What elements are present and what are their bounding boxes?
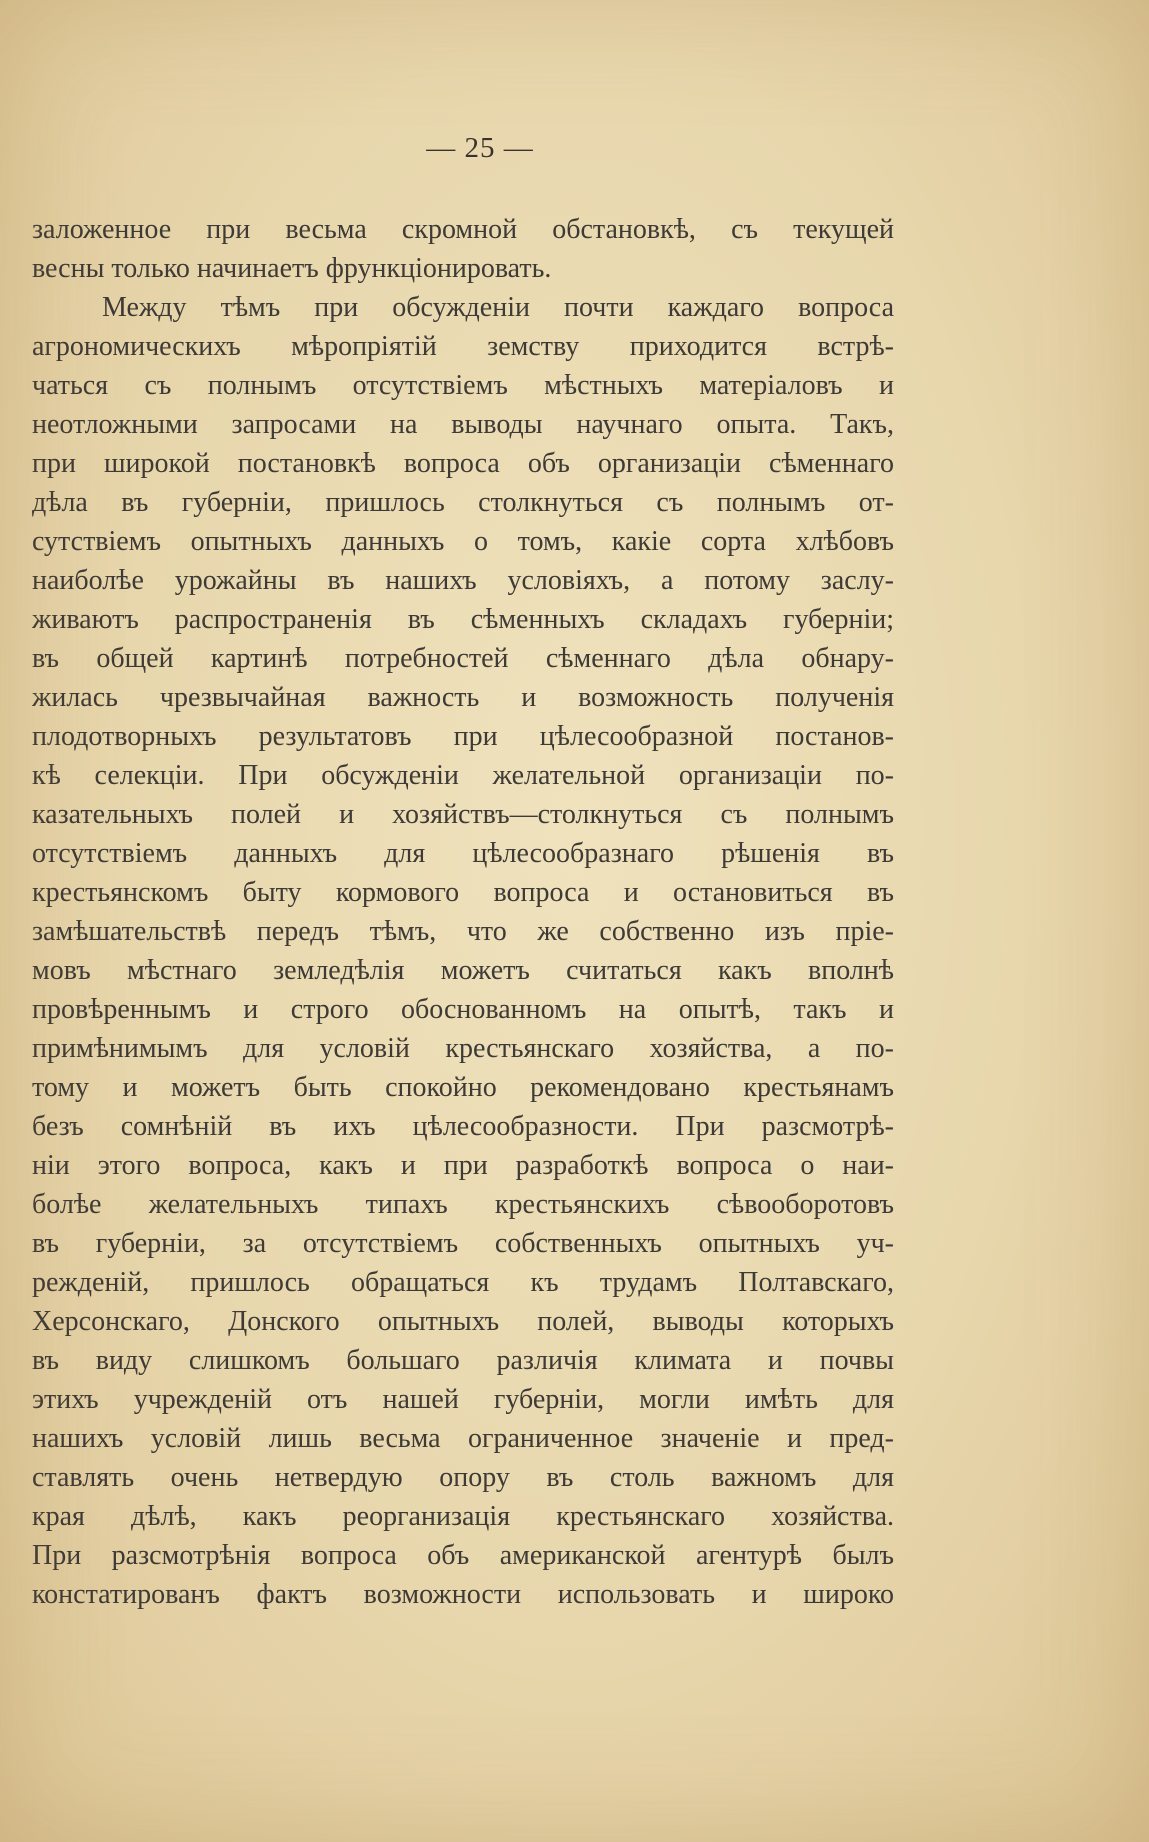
text-line: отсутствіемъ данныхъ для цѣлесообразнаго рѣшенія въ	[32, 838, 894, 869]
text-line: болѣе желательныхъ типахъ крестьянскихъ сѣвооборотовъ	[32, 1189, 894, 1220]
text-line: ніи этого вопроса, какъ и при разработкѣ вопроса о наи-	[32, 1150, 894, 1181]
text-line: кѣ селекціи. При обсужденіи желательной организаціи по-	[32, 760, 894, 791]
text-line: весны только начинаетъ фрункціонировать.	[32, 253, 552, 284]
text-line: казательныхъ полей и хозяйствъ—столкнуться съ полнымъ	[32, 799, 894, 830]
text-line: живаютъ распространенія въ сѣменныхъ складахъ губерніи;	[32, 604, 894, 635]
text-line: заложенное при весьма скромной обстановкѣ, съ текущей	[32, 214, 894, 245]
text-line: въ виду слишкомъ большаго различія климата и почвы	[32, 1345, 894, 1376]
text-line: чаться съ полнымъ отсутствіемъ мѣстныхъ матеріаловъ и	[32, 370, 894, 401]
text-line: неотложными запросами на выводы научнаго опыта. Такъ,	[32, 409, 894, 440]
body-text	[32, 210, 894, 1614]
text-line: режденій, пришлось обращаться къ трудамъ Полтавскаго,	[32, 1267, 894, 1298]
text-line: При разсмотрѣнія вопроса объ американской агентурѣ былъ	[32, 1540, 894, 1571]
text-line: тому и можетъ быть спокойно рекомендовано крестьянамъ	[32, 1072, 894, 1103]
text-line: въ губерніи, за отсутствіемъ собственныхъ опытныхъ уч-	[32, 1228, 894, 1259]
text-line: жилась чрезвычайная важность и возможность полученія	[32, 682, 894, 713]
text-line: Херсонскаго, Донского опытныхъ полей, выводы которыхъ	[32, 1306, 894, 1337]
text-line: крестьянскомъ быту кормового вопроса и остановиться въ	[32, 877, 894, 908]
text-line: замѣшательствѣ передъ тѣмъ, что же собственно изъ пріе-	[32, 916, 894, 947]
text-line: наиболѣе урожайны въ нашихъ условіяхъ, а потому заслу-	[32, 565, 894, 596]
text-line: края дѣлѣ, какъ реорганизація крестьянскаго хозяйства.	[32, 1501, 894, 1532]
text-line: нашихъ условій лишь весьма ограниченное значеніе и пред-	[32, 1423, 894, 1454]
text-line: Между тѣмъ при обсужденіи почти каждаго вопроса	[102, 292, 894, 323]
text-line: плодотворныхъ результатовъ при цѣлесообразной постанов-	[32, 721, 894, 752]
text-line: примѣнимымъ для условій крестьянскаго хозяйства, а по-	[32, 1033, 894, 1064]
text-line: въ общей картинѣ потребностей сѣменнаго дѣла обнару-	[32, 643, 894, 674]
text-line: дѣла въ губерніи, пришлось столкнуться съ полнымъ от-	[32, 487, 894, 518]
text-line: этихъ учрежденій отъ нашей губерніи, могли имѣть для	[32, 1384, 894, 1415]
text-line: ставлять очень нетвердую опору въ столь важномъ для	[32, 1462, 894, 1493]
text-line: при широкой постановкѣ вопроса объ организаціи сѣменнаго	[32, 448, 894, 479]
page-number: — 25 —	[426, 132, 534, 164]
text-line: сутствіемъ опытныхъ данныхъ о томъ, какіе сорта хлѣбовъ	[32, 526, 894, 557]
text-line: агрономическихъ мѣропріятій земству приходится встрѣ-	[32, 331, 894, 362]
text-line: мовъ мѣстнаго земледѣлія можетъ считаться какъ вполнѣ	[32, 955, 894, 986]
text-line: провѣреннымъ и строго обоснованномъ на опытѣ, такъ и	[32, 994, 894, 1025]
text-line: констатированъ фактъ возможности использовать и широко	[32, 1579, 894, 1610]
text-line: безъ сомнѣній въ ихъ цѣлесообразности. При разсмотрѣ-	[32, 1111, 894, 1142]
